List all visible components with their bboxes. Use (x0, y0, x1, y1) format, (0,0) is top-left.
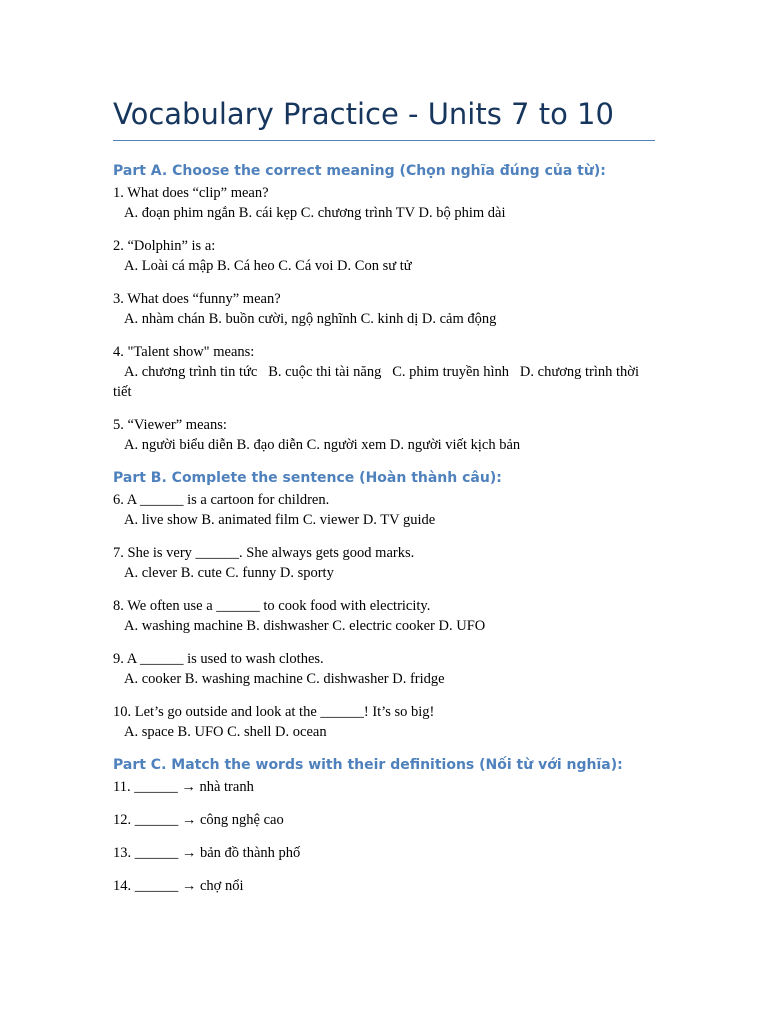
answer-blank: ______ (134, 845, 179, 861)
question-text: 10. Let’s go outside and look at the ______! It’s so big! (113, 704, 435, 720)
part-a-heading: Part A. Choose the correct meaning (Chọn nghĩa đúng của từ): (113, 163, 606, 179)
question-text: 6. A ______ is a cartoon for children. (113, 492, 330, 508)
option-b: B. animated film (201, 512, 300, 528)
option-d: D. bộ phim dài (418, 205, 506, 221)
option-b: B. cuộc thi tài năng (268, 364, 382, 380)
match-item-14 (113, 876, 655, 896)
answer-options (113, 563, 655, 583)
option-b: B. Cá heo (217, 258, 275, 274)
option-c: C. phim truyền hình (392, 364, 510, 380)
question-10 (113, 702, 655, 742)
question-1 (113, 183, 655, 223)
answer-options (113, 256, 655, 276)
option-b: B. UFO (177, 724, 224, 740)
item-meaning: nhà tranh (199, 779, 254, 795)
option-d: D. ocean (275, 724, 327, 740)
question-5 (113, 415, 655, 455)
option-b: B. buồn cười, ngộ nghĩnh (208, 311, 358, 327)
option-c: C. Cá voi (278, 258, 334, 274)
option-a: A. người biểu diễn (124, 437, 233, 453)
match-item-13 (113, 843, 655, 863)
part-c-heading: Part C. Match the words with their definitions (Nối từ với nghĩa): (113, 757, 623, 773)
option-a: A. nhàm chán (124, 311, 205, 327)
title-underline-divider (113, 140, 655, 141)
option-a: A. space (124, 724, 174, 740)
option-a: A. cooker (124, 671, 182, 687)
document-title: Vocabulary Practice - Units 7 to 10 (113, 97, 614, 131)
item-meaning: chợ nổi (200, 878, 244, 894)
item-number: 12. (113, 812, 132, 828)
option-c: C. người xem (306, 437, 387, 453)
answer-options (113, 722, 655, 742)
question-text: 7. She is very ______. She always gets good marks. (113, 545, 415, 561)
question-6 (113, 490, 655, 530)
arrow-icon: → (181, 878, 197, 894)
answer-options (113, 510, 655, 530)
option-c: C. viewer (302, 512, 360, 528)
answer-blank: ______ (134, 779, 178, 795)
option-d: D. chương trình thời tiết (113, 364, 639, 400)
option-b: B. dishwasher (246, 618, 329, 634)
question-2 (113, 236, 655, 276)
option-a: A. Loài cá mập (124, 258, 214, 274)
question-3 (113, 289, 655, 329)
option-c: C. funny (225, 565, 277, 581)
answer-options (113, 362, 655, 402)
question-4 (113, 342, 655, 402)
answer-options (113, 435, 655, 455)
option-c: C. kinh dị (360, 311, 419, 327)
option-d: D. cảm động (421, 311, 497, 327)
item-number: 13. (113, 845, 132, 861)
question-text: 8. We often use a ______ to cook food with electricity. (113, 598, 431, 614)
option-d: D. TV guide (362, 512, 436, 528)
question-9 (113, 649, 655, 689)
option-d: D. fridge (392, 671, 445, 687)
answer-blank: ______ (134, 878, 179, 894)
option-a: A. chương trình tin tức (124, 364, 258, 380)
option-a: A. clever (124, 565, 178, 581)
option-a: A. washing machine (124, 618, 243, 634)
question-text: 2. “Dolphin” is a: (113, 238, 216, 254)
arrow-icon: → (181, 845, 197, 861)
question-text: 5. “Viewer” means: (113, 417, 227, 433)
match-item-12 (113, 810, 655, 830)
item-number: 14. (113, 878, 132, 894)
answer-options (113, 309, 655, 329)
answer-options (113, 203, 655, 223)
option-b: B. cute (180, 565, 222, 581)
item-meaning: công nghệ cao (200, 812, 284, 828)
option-d: D. sporty (279, 565, 334, 581)
option-c: C. electric cooker (332, 618, 435, 634)
item-meaning: bản đồ thành phố (200, 845, 301, 861)
part-b-heading: Part B. Complete the sentence (Hoàn thành câu): (113, 470, 502, 486)
item-number: 11. (113, 779, 131, 795)
question-text: 9. A ______ is used to wash clothes. (113, 651, 324, 667)
question-7 (113, 543, 655, 583)
arrow-icon: → (181, 812, 197, 828)
question-text: 3. What does “funny” mean? (113, 291, 281, 307)
option-b: B. washing machine (184, 671, 303, 687)
option-d: D. UFO (438, 618, 486, 634)
option-d: D. Con sư tử (337, 258, 412, 274)
question-text: 1. What does “clip” mean? (113, 185, 269, 201)
option-a: A. live show (124, 512, 198, 528)
arrow-icon: → (181, 779, 196, 795)
worksheet-page (113, 94, 655, 896)
option-d: D. người viết kịch bản (389, 437, 521, 453)
option-a: A. đoạn phim ngắn (124, 205, 236, 221)
option-c: C. chương trình TV (300, 205, 415, 221)
option-b: B. đạo diễn (236, 437, 304, 453)
option-b: B. cái kẹp (238, 205, 298, 221)
match-item-11 (113, 777, 655, 797)
answer-options (113, 669, 655, 689)
option-c: C. dishwasher (306, 671, 389, 687)
question-8 (113, 596, 655, 636)
question-text: 4. "Talent show" means: (113, 344, 255, 360)
option-c: C. shell (227, 724, 272, 740)
answer-options (113, 616, 655, 636)
answer-blank: ______ (134, 812, 179, 828)
